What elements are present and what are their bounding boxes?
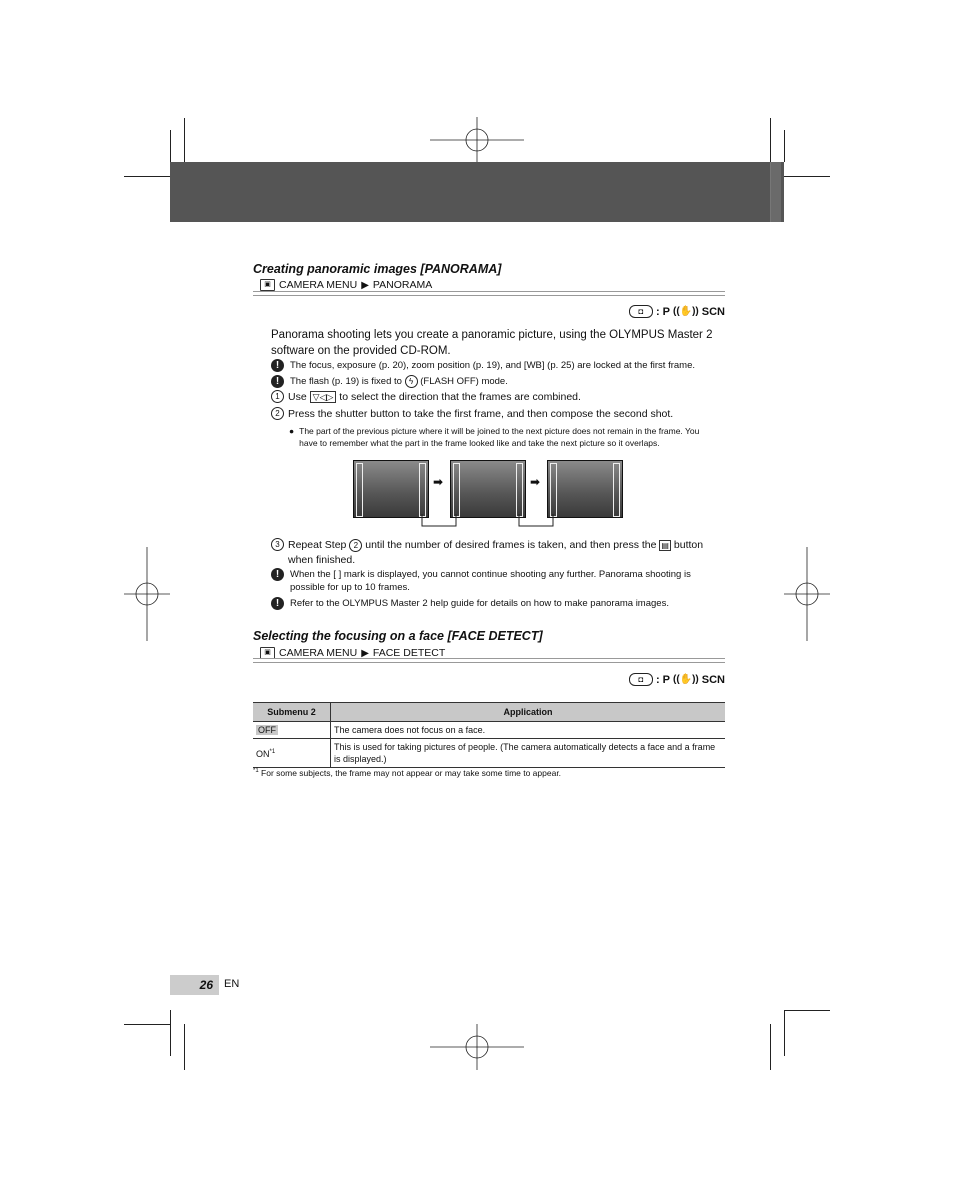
bullet-dot: ● xyxy=(289,426,295,436)
registration-mark-right xyxy=(784,547,830,641)
table-row xyxy=(253,739,725,768)
footnote-ref: *1 xyxy=(269,749,276,755)
submenu-off: OFF xyxy=(258,725,276,735)
panorama-frame-1 xyxy=(353,460,429,518)
note-item xyxy=(271,597,726,610)
note-text: (FLASH OFF) mode. xyxy=(420,376,508,387)
camera-menu-icon: ▣ xyxy=(260,647,275,659)
step-text: to select the direction that the frames are combined. xyxy=(339,391,581,403)
menu-label: CAMERA MENU xyxy=(279,279,358,291)
step-number: 3 xyxy=(271,538,284,551)
crop-mark xyxy=(770,118,771,162)
step-1 xyxy=(271,390,731,404)
mode-p: P xyxy=(662,673,670,686)
ok-button-icon: ▤ xyxy=(661,541,669,550)
crop-mark xyxy=(124,1024,170,1025)
crop-mark xyxy=(124,176,170,177)
arrow-pad-icon: ▽◁▷ xyxy=(310,391,337,403)
step-text: button when finished. xyxy=(288,539,704,566)
submenu-table xyxy=(253,702,725,768)
note-text: The flash (p. 19) is fixed to xyxy=(290,376,402,387)
crop-mark xyxy=(784,1010,785,1056)
menu-item: PANORAMA xyxy=(372,279,433,291)
crop-mark xyxy=(770,1024,771,1070)
section-title-face-detect: Selecting the focusing on a face [FACE DETECT] xyxy=(253,629,543,643)
bullet-text: The part of the previous picture where it will be joined to the next picture does not remain in the frame. You have to remember what the part in the frame looked like and take the next picture so it overlaps. xyxy=(299,426,700,448)
mode-scn: SCN xyxy=(701,673,725,686)
registration-mark-left xyxy=(124,547,170,641)
page-number: 26 xyxy=(170,975,219,995)
footnote xyxy=(253,768,561,778)
caution-icon: ! xyxy=(271,375,284,388)
right-arrow-icon: ➡ xyxy=(433,475,444,489)
step-3 xyxy=(271,538,731,567)
menu-arrow: ▶ xyxy=(361,279,369,291)
step-2 xyxy=(271,407,731,421)
camera-mode-icon: ◘ xyxy=(629,673,653,686)
crop-mark xyxy=(784,176,830,177)
right-arrow-icon: ➡ xyxy=(530,475,541,489)
header-strip xyxy=(770,162,781,222)
camera-mode-icon: ◘ xyxy=(629,305,653,318)
intro-paragraph: Panorama shooting lets you create a panoramic picture, using the OLYMPUS Master 2 software on the provided CD-ROM. xyxy=(271,329,713,357)
bullet-item xyxy=(289,425,719,449)
step-text: Use xyxy=(288,391,307,403)
panorama-frame-2 xyxy=(450,460,526,518)
crop-mark xyxy=(184,118,185,162)
camera-menu-icon: ▣ xyxy=(260,279,275,291)
mode-scn: SCN xyxy=(701,305,725,318)
overlap-connector xyxy=(418,514,560,528)
flash-off-icon: ϟ xyxy=(405,375,418,388)
mode-p: P xyxy=(662,305,670,318)
table-header-row xyxy=(253,703,725,722)
footnote-text: For some subjects, the frame may not appear or may take some time to appear. xyxy=(261,768,562,778)
table-cell xyxy=(253,722,331,739)
crop-mark xyxy=(184,1024,185,1070)
section-rule xyxy=(253,291,725,296)
step-ref: 2 xyxy=(349,539,362,552)
section-rule xyxy=(253,658,725,663)
step-text: until the number of desired frames is taken, and then press the xyxy=(365,539,657,551)
mode-indicators xyxy=(629,673,725,686)
step-text: Repeat Step xyxy=(288,539,347,551)
mode-indicators xyxy=(629,305,725,318)
table-cell: The camera does not focus on a face. xyxy=(331,722,726,739)
caution-icon: ! xyxy=(271,568,284,581)
caution-icon: ! xyxy=(271,597,284,610)
mode-separator: : xyxy=(655,305,660,318)
crop-mark xyxy=(784,1010,830,1011)
step-number: 2 xyxy=(271,407,284,420)
table-cell xyxy=(253,739,331,768)
crop-mark xyxy=(170,130,171,162)
panorama-frame-3 xyxy=(547,460,623,518)
note-item xyxy=(271,568,726,594)
submenu-on: ON xyxy=(256,749,270,759)
table-row xyxy=(253,722,725,739)
section-title-panorama: Creating panoramic images [PANORAMA] xyxy=(253,262,502,276)
registration-mark-bottom xyxy=(430,1024,524,1070)
note-text: When the [ ] mark is displayed, you cannot continue shooting any further. Panorama shooting is possible for up to 10 frames. xyxy=(290,569,691,593)
menu-path-panorama xyxy=(260,279,432,291)
image-stabilizer-icon: ((✋)) xyxy=(672,674,699,685)
mode-separator: : xyxy=(655,673,660,686)
crop-mark xyxy=(170,1010,171,1056)
table-header: Application xyxy=(331,703,726,722)
menu-label: CAMERA MENU xyxy=(279,647,358,659)
note-text: Refer to the OLYMPUS Master 2 help guide for details on how to make panorama images. xyxy=(290,598,669,609)
caution-icon: ! xyxy=(271,359,284,372)
menu-item: FACE DETECT xyxy=(372,647,446,659)
note-item xyxy=(271,375,726,388)
menu-arrow: ▶ xyxy=(361,647,369,659)
note-text: The focus, exposure (p. 20), zoom position (p. 19), and [WB] (p. 25) are locked at the first frame. xyxy=(290,360,695,371)
table-cell: This is used for taking pictures of people. (The camera automatically detects a face and a frame is displayed.) xyxy=(331,739,726,768)
registration-mark-top xyxy=(430,117,524,163)
step-number: 1 xyxy=(271,390,284,403)
image-stabilizer-icon: ((✋)) xyxy=(672,306,699,317)
footnote-mark: *1 xyxy=(253,768,259,775)
page-header-bar xyxy=(170,162,784,222)
note-item xyxy=(271,359,726,372)
crop-mark xyxy=(784,130,785,162)
language-code: EN xyxy=(224,978,240,990)
table-header: Submenu 2 xyxy=(253,703,331,722)
step-text: Press the shutter button to take the first frame, and then compose the second shot. xyxy=(288,408,674,420)
